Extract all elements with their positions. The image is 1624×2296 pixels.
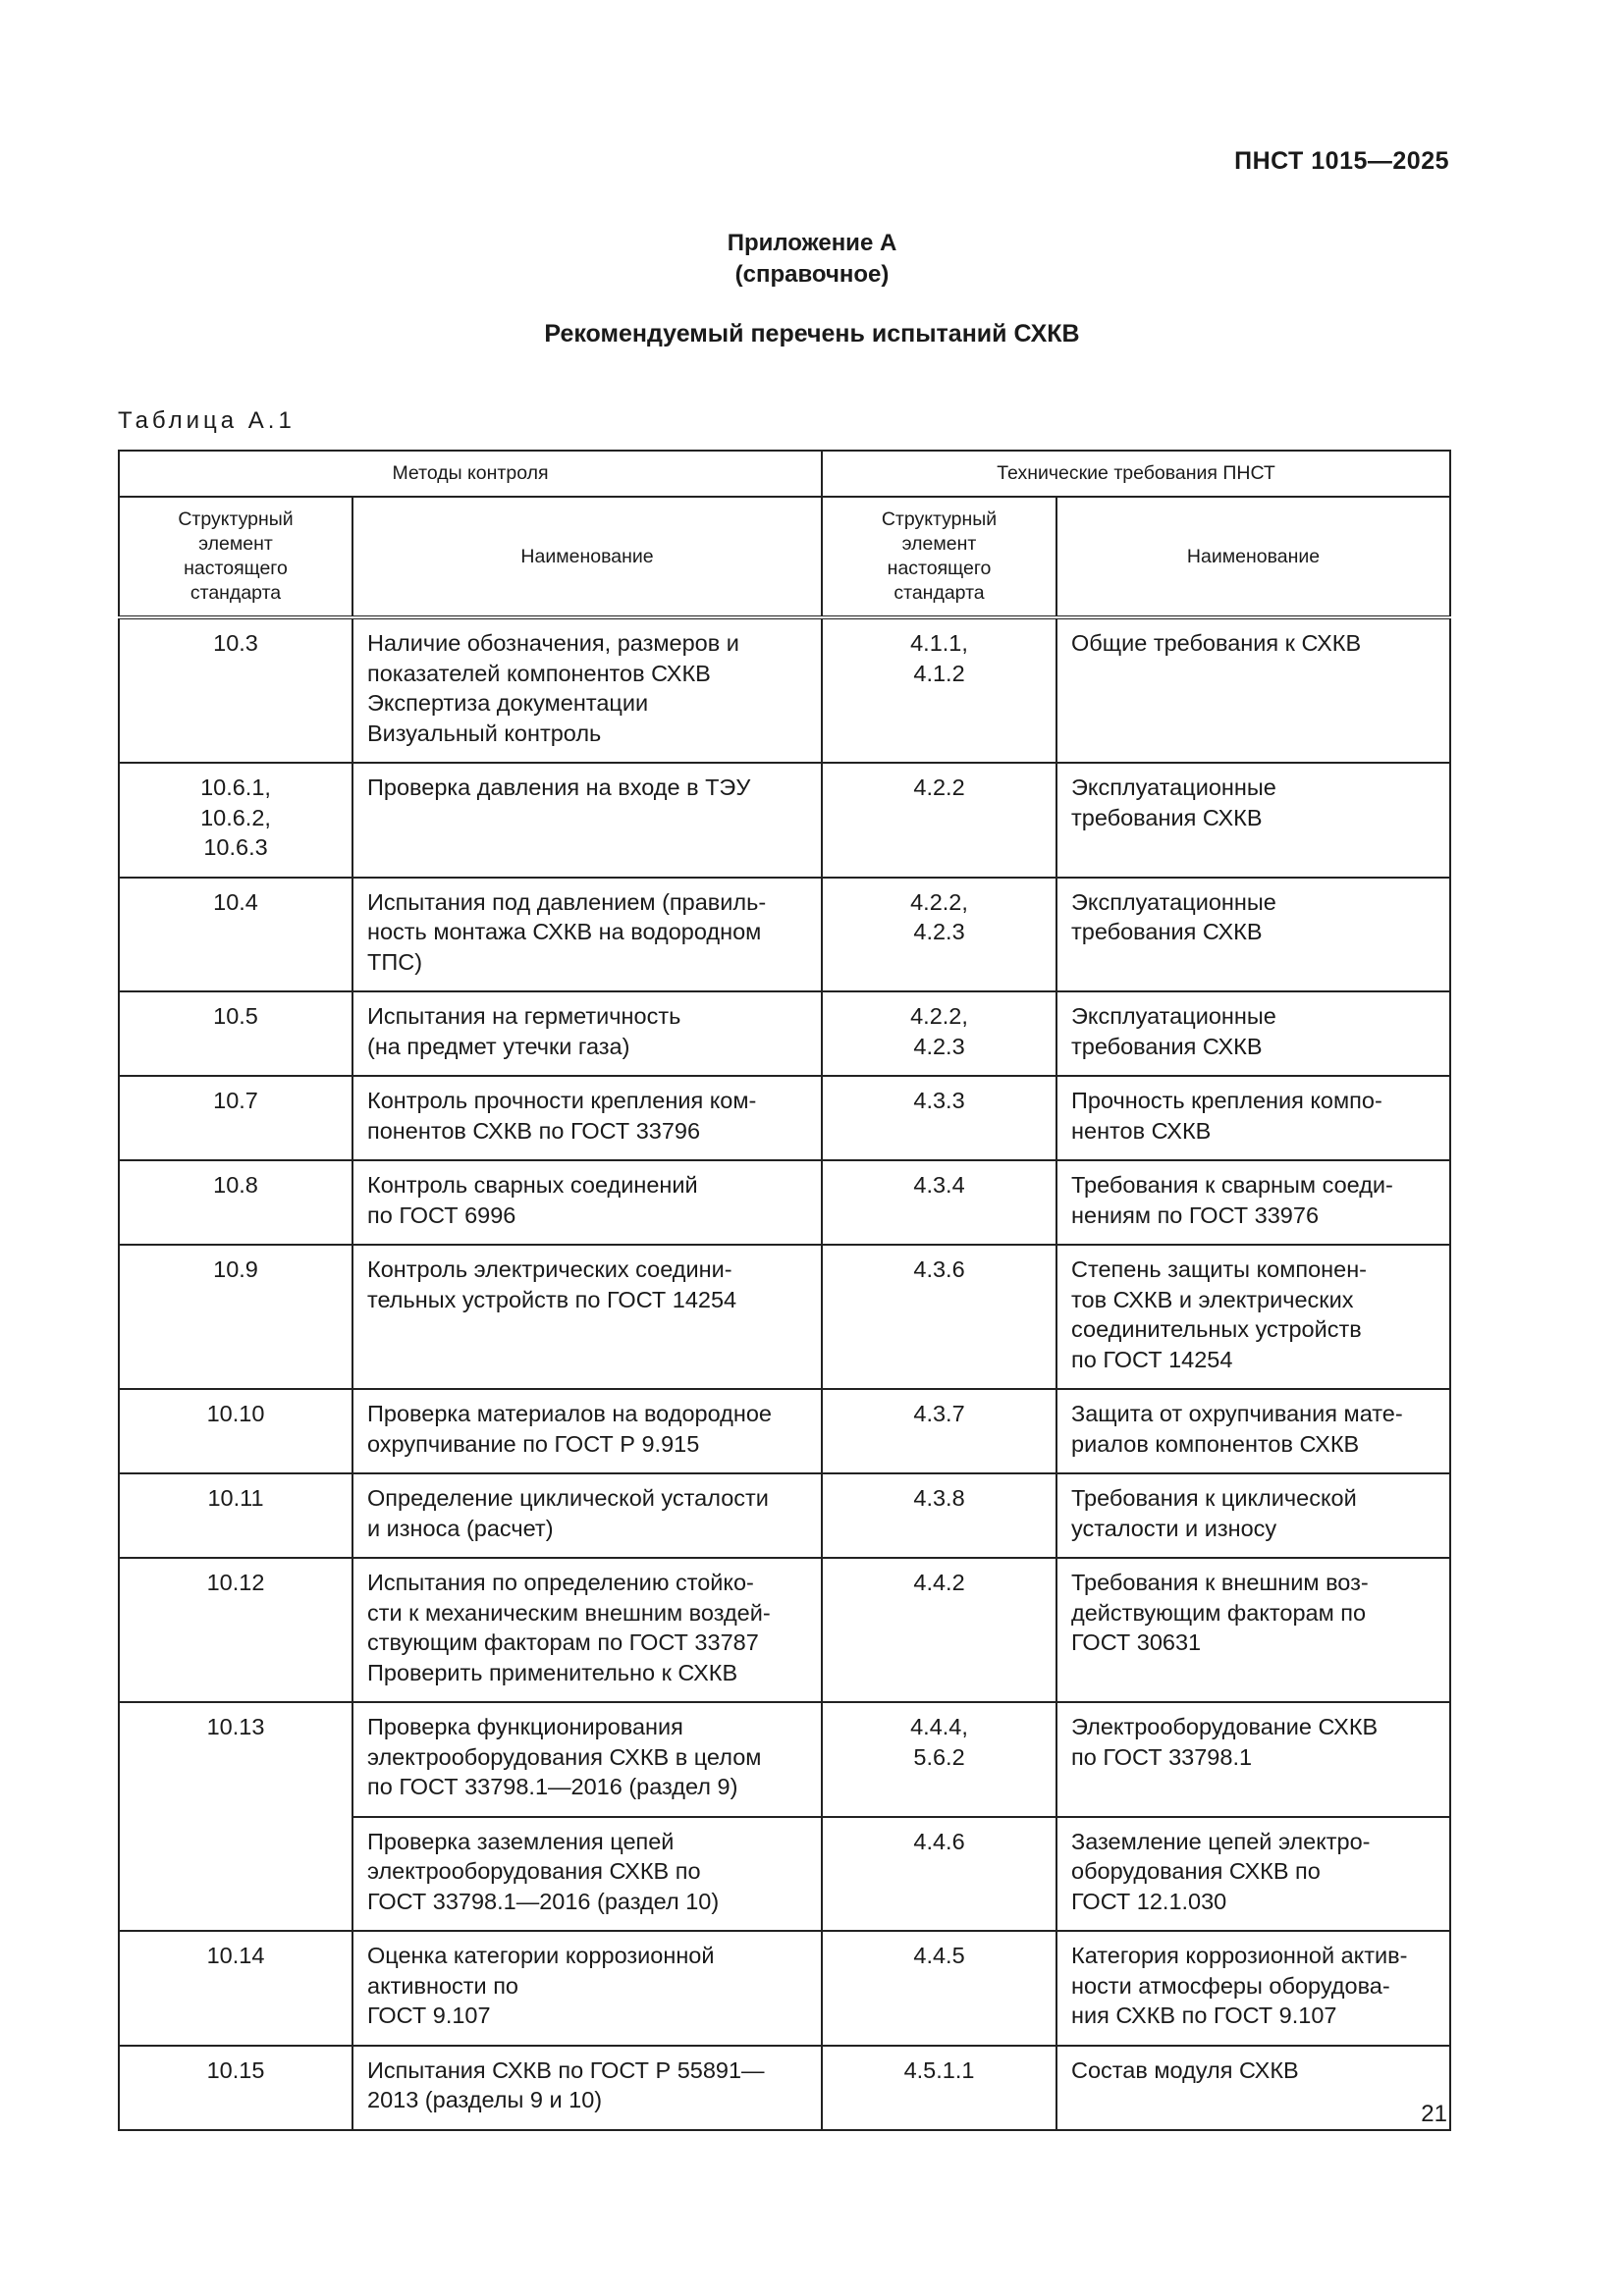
req-name-cell: Требования к внешним воз- действующим факторам по ГОСТ 30631 [1056,1558,1450,1702]
method-element-cell: 10.11 [119,1473,352,1558]
req-name-cell: Эксплуатационные требования СХКВ [1056,991,1450,1076]
table-row [119,991,1450,1076]
method-name-cell: Проверка заземления цепей электрооборудования СХКВ по ГОСТ 33798.1—2016 (раздел 10) [352,1817,822,1932]
header-requirements: Технические требования ПНСТ [822,451,1450,497]
req-name-cell: Категория коррозионной актив- ности атмосферы оборудова- ния СХКВ по ГОСТ 9.107 [1056,1931,1450,2046]
req-element-cell: 4.4.4, 5.6.2 [822,1702,1056,1817]
table-row [119,617,1450,763]
req-element-cell: 4.3.7 [822,1389,1056,1473]
method-name-cell: Оценка категории коррозионной активности по ГОСТ 9.107 [352,1931,822,2046]
table-row [119,1702,1450,1817]
method-element-cell: 10.14 [119,1931,352,2046]
req-name-cell: Состав модуля СХКВ [1056,2046,1450,2130]
req-element-cell: 4.1.1, 4.1.2 [822,617,1056,763]
tests-table [118,450,1451,2131]
req-name-cell: Требования к циклической усталости и износу [1056,1473,1450,1558]
req-element-cell: 4.4.2 [822,1558,1056,1702]
method-element-cell: 10.4 [119,878,352,992]
method-name-cell: Наличие обозначения, размеров и показателей компонентов СХКВ Экспертиза документации Визуальный контроль [352,617,822,763]
req-name-cell: Заземление цепей электро- оборудования СХКВ по ГОСТ 12.1.030 [1056,1817,1450,1932]
method-name-cell: Контроль сварных соединений по ГОСТ 6996 [352,1160,822,1245]
req-name-cell: Эксплуатационные требования СХКВ [1056,763,1450,878]
header-req-element: Структурный элемент настоящего стандарта [822,497,1056,617]
table-row [119,1160,1450,1245]
method-name-cell: Испытания по определению стойко- сти к механическим внешним воздей- ствующим факторам по ГОСТ 33787 Проверить применительно к СХКВ [352,1558,822,1702]
req-element-cell: 4.4.6 [822,1817,1056,1932]
req-name-cell: Общие требования к СХКВ [1056,617,1450,763]
req-element-cell: 4.2.2 [822,763,1056,878]
table-row [119,763,1450,878]
method-element-cell: 10.12 [119,1558,352,1702]
table-row [119,2046,1450,2130]
method-element-cell: 10.13 [119,1702,352,1931]
method-name-cell: Испытания на герметичность (на предмет утечки газа) [352,991,822,1076]
method-name-cell: Контроль прочности крепления ком- понентов СХКВ по ГОСТ 33796 [352,1076,822,1160]
req-element-cell: 4.3.8 [822,1473,1056,1558]
method-name-cell: Испытания СХКВ по ГОСТ Р 55891— 2013 (разделы 9 и 10) [352,2046,822,2130]
table-row [119,1245,1450,1389]
method-element-cell: 10.3 [119,617,352,763]
table-sub-header-row [119,497,1450,617]
method-element-cell: 10.5 [119,991,352,1076]
table-row [119,1931,1450,2046]
method-element-cell: 10.8 [119,1160,352,1245]
method-element-cell: 10.10 [119,1389,352,1473]
method-element-cell: 10.6.1, 10.6.2, 10.6.3 [119,763,352,878]
header-req-name: Наименование [1056,497,1450,617]
req-element-cell: 4.3.3 [822,1076,1056,1160]
table-row [119,878,1450,992]
appendix-title: Приложение А [727,230,897,256]
page-number: 21 [1421,2101,1447,2127]
document-code: ПНСТ 1015—2025 [1234,147,1449,175]
method-element-cell: 10.9 [119,1245,352,1389]
table-row [119,1389,1450,1473]
table-caption: Таблица А.1 [118,407,296,434]
req-element-cell: 4.4.5 [822,1931,1056,2046]
table-group-header-row [119,451,1450,497]
req-name-cell: Защита от охрупчивания мате- риалов компонентов СХКВ [1056,1389,1450,1473]
req-name-cell: Требования к сварным соеди- нениям по ГОСТ 33976 [1056,1160,1450,1245]
req-name-cell: Эксплуатационные требования СХКВ [1056,878,1450,992]
method-name-cell: Определение циклической усталости и износа (расчет) [352,1473,822,1558]
header-method-name: Наименование [352,497,822,617]
header-method-element: Структурный элемент настоящего стандарта [119,497,352,617]
method-element-cell: 10.15 [119,2046,352,2130]
method-name-cell: Контроль электрических соедини- тельных устройств по ГОСТ 14254 [352,1245,822,1389]
method-name-cell: Испытания под давлением (правиль- ность монтажа СХКВ на водородном ТПС) [352,878,822,992]
table-row [119,1558,1450,1702]
req-name-cell: Электрооборудование СХКВ по ГОСТ 33798.1 [1056,1702,1450,1817]
req-element-cell: 4.5.1.1 [822,2046,1056,2130]
req-element-cell: 4.3.4 [822,1160,1056,1245]
req-name-cell: Прочность крепления компо- нентов СХКВ [1056,1076,1450,1160]
table-row [119,1076,1450,1160]
table-row [119,1473,1450,1558]
req-element-cell: 4.3.6 [822,1245,1056,1389]
header-methods: Методы контроля [119,451,822,497]
method-element-cell: 10.7 [119,1076,352,1160]
document-heading: Рекомендуемый перечень испытаний СХКВ [544,320,1080,347]
req-name-cell: Степень защиты компонен- тов СХКВ и электрических соединительных устройств по ГОСТ 14254 [1056,1245,1450,1389]
req-element-cell: 4.2.2, 4.2.3 [822,991,1056,1076]
req-element-cell: 4.2.2, 4.2.3 [822,878,1056,992]
method-name-cell: Проверка материалов на водородное охрупчивание по ГОСТ Р 9.915 [352,1389,822,1473]
method-name-cell: Проверка функционирования электрооборудования СХКВ в целом по ГОСТ 33798.1—2016 (раздел 9) [352,1702,822,1817]
appendix-subtitle: (справочное) [734,261,890,288]
method-name-cell: Проверка давления на входе в ТЭУ [352,763,822,878]
